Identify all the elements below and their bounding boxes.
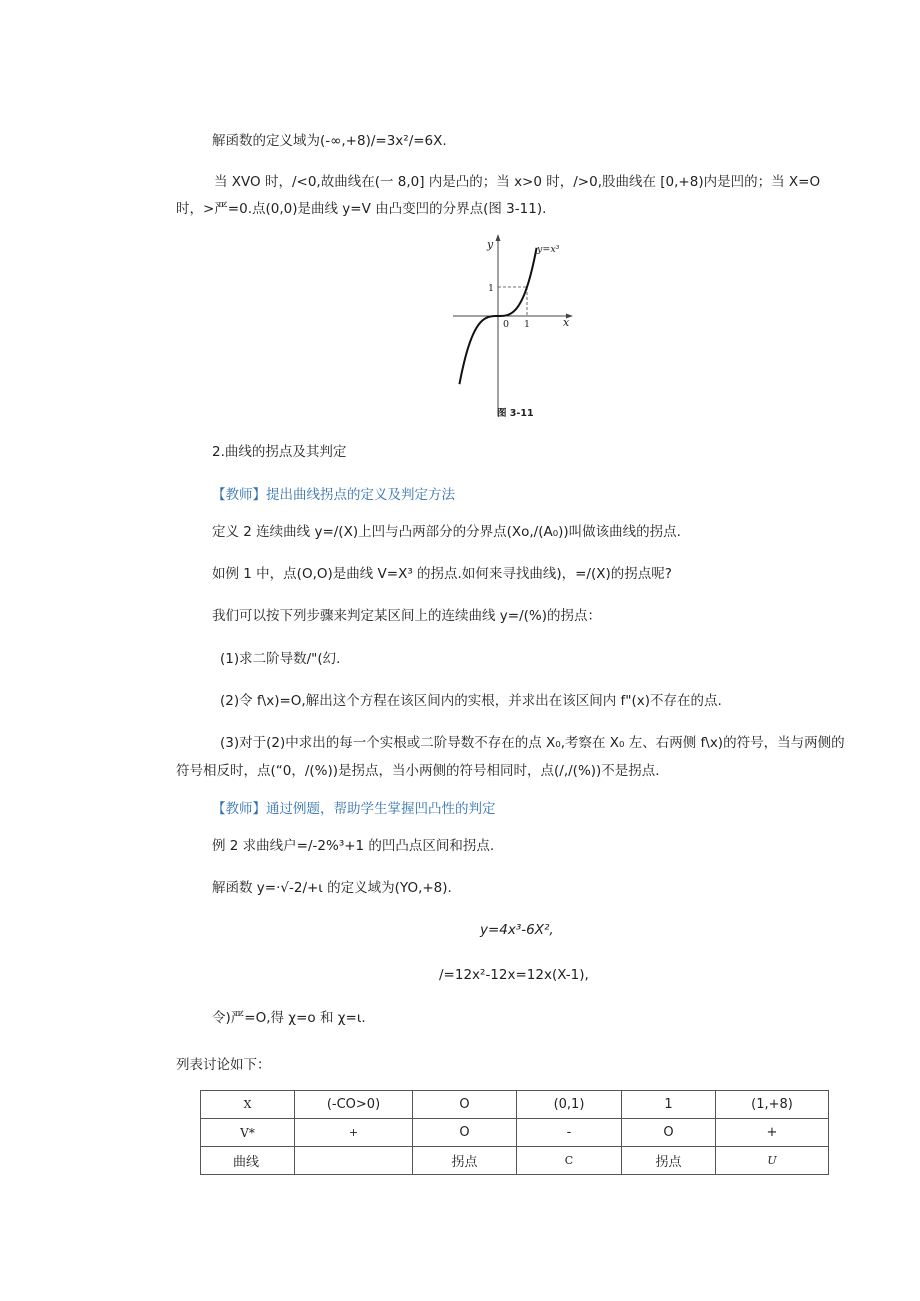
table-cell: (1,+8) <box>716 1091 829 1119</box>
table-cell: O <box>413 1091 517 1119</box>
table-cell: U <box>716 1147 829 1175</box>
step-2: (2)令 f\x)=O,解出这个方程在该区间内的实根，并求出在该区间内 f"(x)不存在的点. <box>220 693 722 709</box>
teacher-note-2: 【教师】通过例题，帮助学生掌握凹凸性的判定 <box>212 801 496 817</box>
table-cell: 拐点 <box>622 1147 716 1175</box>
table-row <box>201 1091 829 1119</box>
table-cell: (0,1) <box>517 1091 622 1119</box>
formula-first-derivative: y=4x³-6X², <box>480 922 554 938</box>
table-cell: 1 <box>622 1091 716 1119</box>
let-line: 令)严=O,得 χ=o 和 χ=ι. <box>212 1010 366 1026</box>
y-axis-arrow-icon <box>496 234 501 241</box>
example-2: 例 2 求曲线户=/-2%³+1 的凹凸点区间和拐点. <box>212 838 495 854</box>
paragraph-convexity-line2: 时，>严=0.点(0,0)是曲线 y=V 由凸变凹的分界点(图 3-11). <box>176 201 547 217</box>
table-row <box>201 1147 829 1175</box>
table-cell: + <box>716 1119 829 1147</box>
paragraph-convexity-line1: 当 XVO 时，/<0,故曲线在(一 8,0] 内是凸的；当 x>0 时，/>0,股曲线在 [0,+8)内是凹的；当 X=O <box>214 174 821 190</box>
table-cell: O <box>622 1119 716 1147</box>
table-cell: C <box>517 1147 622 1175</box>
figure-caption: 图 3-11 <box>497 408 534 419</box>
table-cell: (-CO>0) <box>295 1091 413 1119</box>
table-row <box>201 1119 829 1147</box>
tick-label-y1: 1 <box>488 283 495 294</box>
discussion-table <box>200 1090 829 1175</box>
tick-label-origin: 0 <box>503 319 510 330</box>
step-3-line2: 符号相反时，点(“0，/(%))是拐点，当小两侧的符号相同时，点(/,/(%))不是拐点. <box>176 763 660 779</box>
step-1: (1)求二阶导数/"(幻. <box>220 651 341 667</box>
table-cell: + <box>295 1119 413 1147</box>
figure-3-11-cubic-graph <box>453 232 575 422</box>
table-cell: 拐点 <box>413 1147 517 1175</box>
table-cell <box>295 1147 413 1175</box>
table-cell: 曲线 <box>201 1147 295 1175</box>
steps-intro: 我们可以按下列步骤来判定某区间上的连续曲线 y=/(%)的拐点： <box>212 608 602 624</box>
table-cell: V* <box>201 1119 295 1147</box>
formula-second-derivative: ∕=12x²-12x=12x(X-1), <box>439 967 589 983</box>
y-axis-label: y <box>487 238 494 251</box>
table-cell: - <box>517 1119 622 1147</box>
step-3-line1: (3)对于(2)中求出的每一个实根或二阶导数不存在的点 X₀,考察在 X₀ 左、右两侧 f\x)的符号，当与两侧的 <box>220 735 845 751</box>
example-note: 如例 1 中，点(O,O)是曲线 V=X³ 的拐点.如何来寻找曲线)，=/(X)的拐点呢? <box>212 566 672 582</box>
section-heading: 2.曲线的拐点及其判定 <box>212 444 347 460</box>
teacher-note-1: 【教师】提出曲线拐点的定义及判定方法 <box>212 487 455 503</box>
table-intro: 列表讨论如下： <box>176 1057 271 1073</box>
curve-label: y=x³ <box>537 244 560 255</box>
solution-line: 解函数 y=·√-2∕+ι 的定义域为(YO,+8). <box>212 880 452 896</box>
definition-2: 定义 2 连续曲线 y=/(X)上凹与凸两部分的分界点(Xo,/(A₀))叫做该曲线的拐点. <box>212 524 681 540</box>
paragraph-domain: 解函数的定义域为(-∞,+8)∕=3x²∕=6X. <box>212 133 447 149</box>
tick-label-x1: 1 <box>524 319 531 330</box>
x-axis-label: x <box>563 316 570 329</box>
table-cell: X <box>201 1091 295 1119</box>
table-cell: O <box>413 1119 517 1147</box>
